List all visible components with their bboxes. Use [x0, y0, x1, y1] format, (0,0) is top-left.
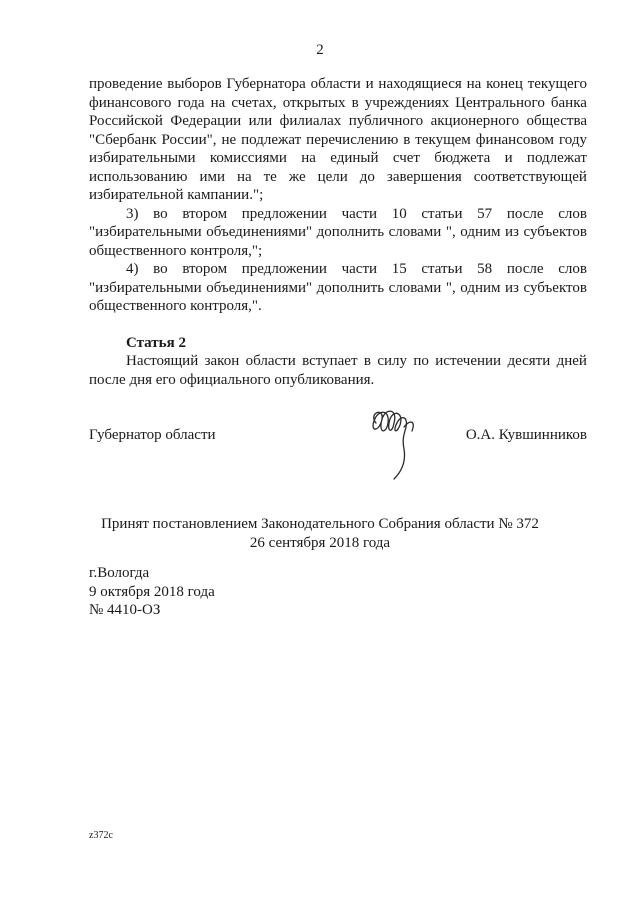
word: дополнить: [316, 279, 385, 296]
word: одним: [460, 279, 501, 296]
word: по: [413, 353, 429, 369]
word: ",: [445, 279, 456, 296]
word: бюджета: [434, 150, 491, 166]
governor-name: О.А. Кувшинников: [465, 427, 587, 443]
word: во: [153, 261, 168, 277]
word: дней: [556, 353, 587, 369]
text-line: [89, 168, 587, 187]
word: соответствующей: [473, 168, 587, 185]
word: проведение: [89, 76, 163, 92]
word: силу: [377, 353, 408, 369]
word: статьи: [421, 205, 463, 222]
word: во: [153, 205, 168, 222]
page-number: 2: [316, 42, 324, 58]
law-number: № 4410-ОЗ: [89, 602, 161, 618]
text-line: [89, 223, 587, 242]
word: комиссиями: [209, 150, 287, 166]
law-text: [89, 75, 587, 389]
signing-date: 9 октября 2018 года: [89, 583, 215, 600]
word: вступает: [302, 353, 358, 369]
word: Центрального: [455, 94, 545, 111]
word: на: [210, 94, 226, 111]
city: г.Вологда: [89, 565, 150, 581]
text-line: [89, 186, 587, 205]
text-line: [89, 205, 587, 224]
word: предложении: [241, 261, 327, 277]
line-text: после дня его официального опубликования.: [89, 371, 375, 388]
word: части: [341, 261, 378, 277]
word: субъектов: [523, 279, 587, 296]
word: словами: [388, 279, 442, 296]
line-text: общественного контроля,";: [89, 242, 263, 259]
word: до: [359, 168, 375, 185]
word: 3): [126, 205, 139, 222]
word: текущего: [527, 76, 587, 92]
word: конец: [486, 76, 523, 92]
word: области: [310, 76, 361, 92]
word: дополнить: [316, 224, 385, 240]
word: 15: [391, 261, 407, 277]
word: части: [341, 205, 378, 222]
word: Губернатора: [226, 76, 306, 92]
article-2-title: Статья 2: [126, 334, 186, 351]
word: избирательными: [89, 150, 196, 166]
word: объединениями": [206, 224, 313, 240]
text-line: [89, 131, 587, 150]
word: "избирательными: [89, 279, 202, 296]
word: и: [504, 150, 513, 166]
adoption-date: 26 сентября 2018 года: [249, 534, 391, 551]
text-line: [89, 112, 587, 131]
word: единый: [330, 150, 379, 166]
word: публичного: [348, 113, 424, 129]
word: на: [236, 168, 252, 185]
text-line: [89, 260, 587, 279]
text-line: [89, 279, 587, 298]
word: же: [288, 168, 306, 185]
word: из: [505, 279, 519, 296]
word: субъектов: [523, 224, 587, 240]
word: Российской: [89, 113, 163, 129]
text-line: [89, 242, 587, 261]
word: подлежат: [241, 131, 302, 148]
text-line: [89, 352, 587, 371]
word: десяти: [507, 353, 551, 369]
word: финансового: [89, 94, 172, 111]
adoption-resolution: Принят постановлением Законодательного Собрания области № 372: [101, 516, 539, 532]
word: закон: [204, 353, 240, 369]
word: цели: [317, 168, 348, 185]
word: учреждениях: [364, 94, 450, 111]
word: завершения: [386, 168, 462, 185]
text-line: [89, 371, 587, 390]
line-text: общественного контроля,".: [89, 298, 262, 314]
word: перечислению: [306, 131, 399, 148]
word: использованию: [89, 168, 188, 185]
word: 10: [391, 205, 407, 222]
word: филиалах: [279, 113, 342, 129]
word: области: [245, 353, 296, 369]
document-code: z372c: [89, 830, 113, 841]
word: открытых: [282, 94, 346, 111]
word: на: [466, 76, 482, 92]
adoption-note: [0, 515, 640, 552]
word: одним: [460, 224, 501, 240]
word: "Сбербанк: [89, 131, 157, 148]
word: ими: [199, 168, 225, 185]
word: и: [365, 76, 374, 92]
word: объединениями": [206, 279, 313, 296]
word: 58: [477, 261, 493, 277]
place-date-number: [89, 564, 215, 620]
word: или: [248, 113, 273, 129]
word: Настоящий: [126, 353, 199, 369]
word: втором: [182, 261, 228, 277]
word: текущем: [415, 131, 471, 148]
handwritten-signature: [364, 405, 424, 485]
text-line: [89, 75, 587, 94]
amendment-paragraphs: [89, 75, 587, 316]
word: из: [505, 224, 519, 240]
word: подлежат: [526, 150, 587, 166]
word: ",: [445, 224, 456, 240]
word: на: [301, 150, 316, 166]
word: выборов: [167, 76, 222, 92]
word: слов: [558, 261, 587, 277]
word: после: [506, 261, 544, 277]
word: финансовом: [475, 131, 555, 148]
word: в: [351, 94, 359, 111]
line-text: избирательной кампании.";: [89, 187, 264, 203]
word: находящиеся: [378, 76, 462, 92]
governor-title: Губернатор области: [89, 427, 216, 443]
word: банка: [550, 94, 587, 111]
article-2-text: [89, 352, 587, 389]
word: 4): [126, 261, 139, 277]
word: предложении: [241, 205, 327, 222]
word: статьи: [421, 261, 463, 277]
word: слов: [558, 205, 587, 222]
word: России",: [161, 131, 217, 148]
word: года: [177, 94, 205, 111]
word: те: [263, 168, 277, 185]
word: счет: [392, 150, 420, 166]
word: истечении: [435, 353, 502, 369]
word: счетах,: [231, 94, 277, 111]
word: Федерации: [170, 113, 242, 129]
word: в: [363, 353, 371, 369]
text-line: [89, 149, 587, 168]
word: словами: [388, 224, 442, 240]
word: "избирательными: [89, 224, 202, 240]
word: после: [506, 205, 544, 222]
text-line: [89, 297, 587, 316]
word: акционерного: [430, 113, 520, 129]
word: не: [221, 131, 237, 148]
word: в: [403, 131, 411, 148]
word: втором: [182, 205, 228, 222]
word: году: [559, 131, 587, 148]
text-line: [89, 94, 587, 113]
paragraph-spacer: [89, 316, 587, 334]
word: общества: [526, 113, 587, 129]
word: 57: [477, 205, 493, 222]
